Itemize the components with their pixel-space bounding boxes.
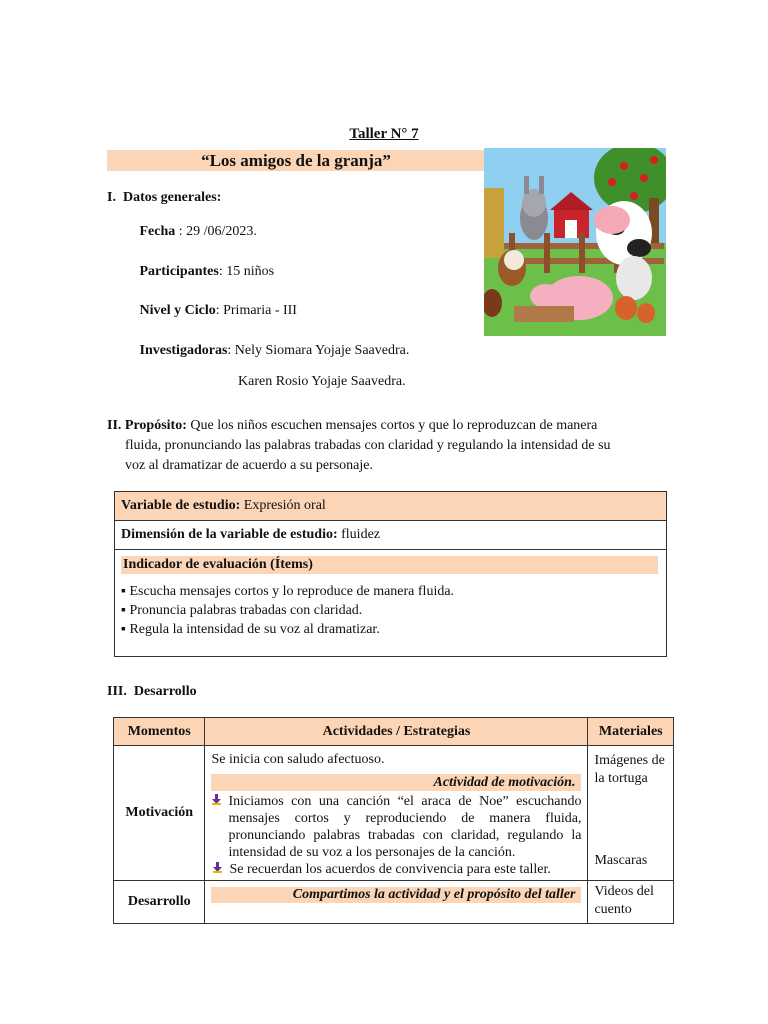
saludo-text: Se inicia con saludo afectuoso. [211, 752, 385, 767]
momento-desarrollo: Desarrollo [114, 881, 205, 924]
col-actividades: Actividades / Estrategias [205, 718, 588, 746]
section-title: Datos generales: [122, 190, 222, 205]
proposito-line: fluida, pronunciando las palabras trabadas con claridad y regulando la intensidad de su [125, 438, 611, 453]
proposito-label: Propósito: [124, 418, 187, 433]
desarrollo-table [113, 717, 674, 924]
table-row [114, 746, 674, 881]
section-number: I. [107, 190, 116, 205]
investigadoras-value: : Nely Siomara Yojaje Saavedra. [227, 343, 410, 358]
dimension-row [115, 521, 667, 550]
variable-label: Variable de estudio: [121, 498, 241, 513]
nivel-label: Nivel y Ciclo [139, 303, 216, 318]
variable-cell [115, 492, 667, 521]
indicador-cell [115, 550, 667, 657]
material-videos: Videos del cuento [588, 881, 674, 924]
down-arrow-bullet-icon [211, 793, 222, 861]
nivel-row [124, 303, 297, 319]
actividades-motivacion [205, 746, 588, 881]
indicador-row [115, 550, 667, 657]
indicador-heading: Indicador de evaluación (Ítems) [121, 556, 658, 574]
variable-value: Expresión oral [240, 498, 326, 513]
dimension-label: Dimensión de la variable de estudio: [121, 527, 338, 542]
fecha-label: Fecha [139, 224, 176, 239]
momento-motivacion: Motivación [114, 746, 205, 881]
section-number: II. [107, 418, 122, 433]
dimension-cell [115, 521, 667, 550]
section-desarrollo-heading [107, 684, 197, 700]
activity-item [211, 793, 581, 861]
participantes-label: Participantes [139, 264, 219, 279]
section-number: III. [107, 684, 127, 699]
col-materiales: Materiales [588, 718, 674, 746]
farm-animals-illustration [484, 148, 666, 336]
fecha-value: : 29 /06/2023. [175, 224, 257, 239]
dimension-value: fluidez [337, 527, 380, 542]
proposito-paragraph [107, 416, 661, 476]
material-imagenes: Imágenes de la tortuga [594, 753, 665, 786]
proposito-line: voz al dramatizar de acuerdo a su personaje. [125, 458, 373, 473]
variable-row [115, 492, 667, 521]
variables-table [114, 491, 667, 657]
list-item: ▪ Escucha mensajes cortos y lo reproduce de manera fluida. [121, 584, 455, 599]
down-arrow-bullet-icon [211, 861, 223, 878]
investigadora-2: Karen Rosio Yojaje Saavedra. [238, 374, 406, 389]
nivel-value: : Primaria - III [215, 303, 297, 318]
participantes-value: : 15 niños [218, 264, 275, 279]
page-title: Taller N° 7 [349, 126, 419, 142]
col-momentos: Momentos [114, 718, 205, 746]
list-item: ▪ Pronuncia palabras trabadas con claridad. [121, 603, 363, 618]
investigadoras-label: Investigadoras [139, 343, 228, 358]
table-header-row [114, 718, 674, 746]
participantes-row [124, 264, 274, 280]
section-title: Desarrollo [133, 684, 197, 699]
activity-text: Se recuerdan los acuerdos de convivencia para este taller. [229, 862, 551, 877]
materiales-motivacion [588, 746, 674, 881]
motivacion-bar: Actividad de motivación. [211, 774, 581, 791]
investigadoras-row [124, 343, 409, 359]
section-datos-heading [107, 190, 221, 206]
activity-item [211, 861, 581, 878]
proposito-line: Que los niños escuchen mensajes cortos y que lo reproduzcan de manera [186, 418, 598, 433]
material-mascaras: Mascaras [594, 853, 648, 868]
table-row [114, 881, 674, 924]
actividades-desarrollo [205, 881, 588, 924]
activity-text: Iniciamos con una canción “el araca de Noe” escuchando mensajes cortos y reproduciendo de manera fluida, pronunciando palabras trabadas con claridad, regulando la intensidad de su voz a los personajes de la canción. [228, 794, 582, 860]
indicador-list [121, 582, 660, 639]
desarrollo-bar: Compartimos la actividad y el propósito del taller [211, 887, 581, 903]
page-subtitle: “Los amigos de la granja” [201, 151, 391, 170]
fecha-row [124, 224, 257, 240]
list-item: ▪ Regula la intensidad de su voz al dramatizar. [121, 622, 380, 637]
